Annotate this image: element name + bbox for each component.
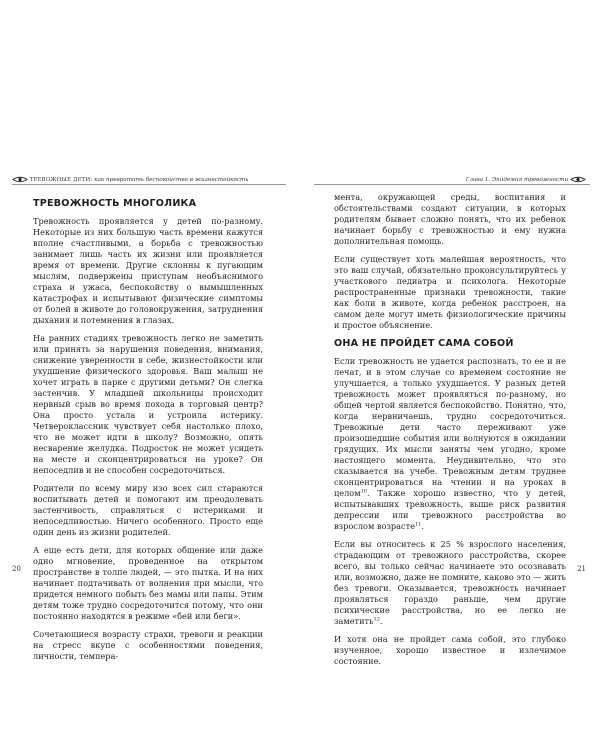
paragraph-text: Если тревожность не удается распознать, то ее и не лечат, и в этом случае со временем состояние не улучшается, а только ухудшается. У разных детей тревожность может проявляться по-разному, но общей чертой является беспокойство. Понятно, что, когда нервничаешь, трудно сосредоточиться. Тревожные дети часто переживают уже произошедшие события или волнуются в ожидании грядущих. Их мысли заняты чем угодно, кроме настоящего момента. Неудивительно, что это сказывается на учебе. Тревожным детям труднее сконцентрироваться на чтении и на уроках в целом xyxy=(334,356,566,498)
left-page-column xyxy=(33,192,263,669)
footnote-ref[interactable]: 10 xyxy=(360,488,367,495)
page-number-left: 20 xyxy=(12,565,21,573)
section-heading: ТРЕВОЖНОСТЬ МНОГОЛИКА xyxy=(33,198,197,209)
paragraph: мента, окружающей среды, воспитания и обстоятельствами создают ситуации, в которых родителям бывает сложно понять, что их ребенок начинает борьбу с тревожностью и ему нужна дополнительная помощь. xyxy=(334,192,566,246)
header-book-subtitle: как превратить беспокойство в жизнестойкость xyxy=(94,177,249,183)
paragraph: Тревожность проявляется у детей по-разному. Некоторые из них большую часть времени кажутся вполне счастливыми, а борьба с тревожностью занимает лишь часть их жизни или проявляется время от времени. Другие склонны к пугающим мыслям, подвержены приступам необъяснимого страха и ужаса, беспокойству о вымышленных катастрофах и испытывают физические симптомы от болей в животе до головокружения, затруднения дыхания и потемнения в глазах. xyxy=(33,216,263,325)
paragraph-text: . Также хорошо известно, что у детей, испытывавших тревожность, выше риск развития депрессии или тревожного расстройства во взрослом возрасте xyxy=(334,488,566,531)
paragraph: Если тревожность не удается распознать, то ее и не лечат, и в этом случае со временем состояние не улучшается, а только ухудшается. У разных детей тревожность может проявляться по-разному, но общей чертой является беспокойство. Понятно, что, когда нервничаешь, трудно сосредоточиться. Тревожные дети часто переживают уже произошедшие события или волнуются в ожидании грядущих. Их мысли заняты чем угодно, кроме настоящего момента. Неудивительно, что это сказывается на учебе. Тревожным детям труднее сконцентрироваться на чтении и на уроках в целом$^{10}$. Также хорошо известно, что у детей, испытывавших тревожность, выше риск развития депрессии или тревожного расстройства во взрослом возрасте$^{11}$. xyxy=(334,356,566,531)
footnote-ref[interactable]: 11 xyxy=(415,521,422,528)
paragraph-text: Если вы относитесь к 25 % взрослого населения, страдающим от тревожного расстройства, скорее всего, вы только сейчас начинаете это осознавать или, возможно, даже не помните, каково это — жить без тревоги. Оказывается, тревожность начинает проявляться гораздо раньше, чем другие психические расстройства, но ее легко не заметить xyxy=(334,539,566,626)
page-number-right: 21 xyxy=(577,565,586,573)
paragraph: Если существует хоть малейшая вероятность, что это ваш случай, обязательно проконсультируйтесь у участкового педиатра и психолога. Некоторые распространенные признаки тревожности, такие как боли в животе, когда ребенок расстроен, на самом деле могут иметь физиологические причины и простое объяснение. xyxy=(334,254,566,330)
paragraph: Сочетающиеся возрасту страхи, тревоги и реакции на стресс вкупе с особенностями поведения, личности, темпера- xyxy=(33,629,263,661)
header-rule-right xyxy=(314,184,590,185)
eye-ornament-icon xyxy=(12,176,28,183)
header-book-label: ТРЕВОЖНЫЕ ДЕТИ: xyxy=(29,177,93,183)
paragraph: На ранних стадиях тревожность легко не заметить или принять за нарушения поведения, внимания, снижение уверенности в себе, жизнестойкости или ухудшение физического здоровья. Ваш малыш не хочет играть в парке с другими детьми? Он слегка застенчив. У младшей школьницы происходит нервный срыв во время похода в торговый центр? Она просто устала и устроила истерику. Четвероклассник чувствует себя настолько плохо, что не может идти в школу? Возможно, опять несварение желудка. Подросток не может усидеть на месте и сконцентрироваться на уроке? Он непоседлив и не способен сосредоточиться. xyxy=(33,333,263,475)
paragraph: Родители по всему миру изо всех сил стараются воспитывать детей и помогают им преодолевать застенчивость, справляться с истериками и непоседливостью. Ничего особенного. Просто еще один день из жизни родителей. xyxy=(33,483,263,537)
section-heading: ОНА НЕ ПРОЙДЕТ САМА СОБОЙ xyxy=(334,338,514,349)
paragraph: И хотя она не пройдет сама собой, это глубоко изученное, хорошо известное и излечимое состояние. xyxy=(334,634,566,666)
running-header-left xyxy=(12,176,248,183)
footnote-ref[interactable]: 12 xyxy=(373,616,380,623)
right-page-column xyxy=(334,192,566,674)
running-header-right xyxy=(466,176,586,183)
eye-ornament-icon xyxy=(570,176,586,183)
paragraph: А еще есть дети, для которых общение или даже одно мгновение, проведенное на открытом пространстве в толпе людей, — это пытка. И на них начинает подтачивать от волнения при мысли, что придется немного побыть без мамы или папы. Этим детям тоже трудно сосредоточится потому, что они постоянно находятся в режиме «бей или беги». xyxy=(33,545,263,621)
header-rule-left xyxy=(12,184,286,185)
paragraph: Если вы относитесь к 25 % взрослого населения, страдающим от тревожного расстройства, скорее всего, вы только сейчас начинаете это осознавать или, возможно, даже не помните, каково это — жить без тревоги. Оказывается, тревожность начинает проявляться гораздо раньше, чем другие психические расстройства, но ее легко не заметить$^{12}$. xyxy=(334,539,566,626)
header-chapter-title: Глава 1. Эпидемия тревожности xyxy=(465,177,569,183)
